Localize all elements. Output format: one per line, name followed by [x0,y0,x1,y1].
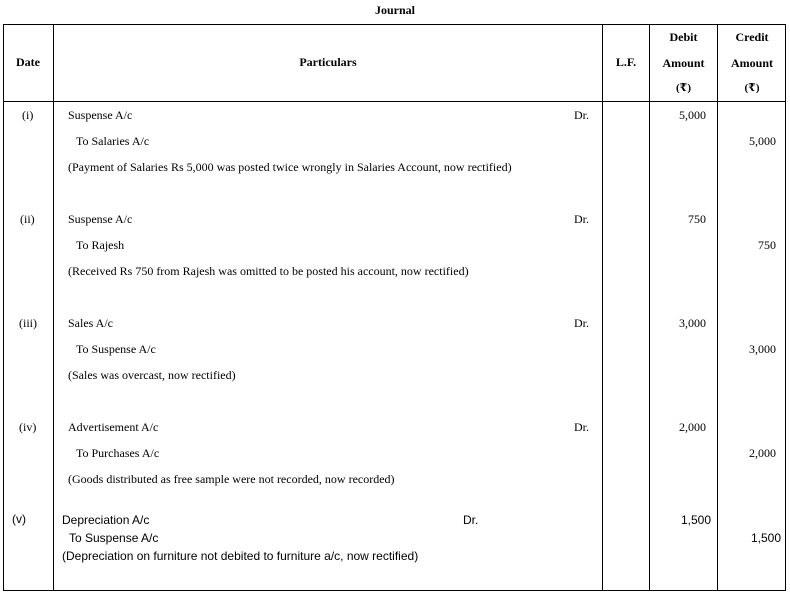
header-date: Date [16,55,40,69]
header-lf: L.F. [615,55,637,69]
entry-number: (iii) [19,316,37,330]
header-particulars: Particulars [299,55,357,69]
credit-amount: 3,000 [749,342,776,356]
page-title: Journal [374,3,415,17]
credit-account: To Salaries A/c [76,134,150,148]
credit-amount: 750 [758,238,776,252]
entry-number: (v) [12,512,26,526]
dr-label: Dr. [574,212,589,226]
credit-amount: 5,000 [749,134,776,148]
credit-amount: 2,000 [749,446,776,460]
debit-account: Suspense A/c [68,212,133,226]
debit-account: Advertisement A/c [68,420,159,434]
debit-amount: 5,000 [679,108,706,122]
narration: (Received Rs 750 from Rajesh was omitted to be posted his account, now rectified) [68,264,469,278]
dr-label: Dr. [574,420,589,434]
debit-amount: 3,000 [679,316,706,330]
header-divider [3,101,786,102]
column-divider [53,24,54,591]
narration: (Goods distributed as free sample were not recorded, now recorded) [68,472,395,486]
debit-amount: 750 [688,212,706,226]
debit-account: Sales A/c [68,316,113,330]
credit-amount: 1,500 [750,531,781,545]
header-debit-2: Amount [662,56,705,70]
debit-amount: 2,000 [679,420,706,434]
header-credit-3: (₹) [744,82,760,94]
debit-account: Depreciation A/c [62,513,150,527]
credit-account: To Rajesh [76,238,125,252]
credit-account: To Purchases A/c [76,446,160,460]
dr-label: Dr. [574,316,589,330]
header-credit-1: Credit [735,30,769,44]
entry-number: (ii) [20,212,35,226]
credit-account: To Suspense A/c [69,531,159,545]
dr-label: Dr. [463,513,479,527]
entry-number: (iv) [19,420,37,434]
header-debit-1: Debit [669,30,698,44]
narration: (Depreciation on furniture not debited to furniture a/c, now rectified) [62,549,419,563]
entry-number: (i) [22,108,34,122]
narration: (Payment of Salaries Rs 5,000 was posted twice wrongly in Salaries Account, now rectified) [68,160,512,174]
dr-label: Dr. [574,108,589,122]
debit-amount: 1,500 [680,513,711,527]
credit-account: To Suspense A/c [76,342,156,356]
column-divider [717,24,718,591]
header-debit-3: (₹) [676,82,691,94]
debit-account: Suspense A/c [68,108,133,122]
header-credit-2: Amount [730,56,773,70]
narration: (Sales was overcast, now rectified) [68,368,236,382]
column-divider [602,24,603,591]
